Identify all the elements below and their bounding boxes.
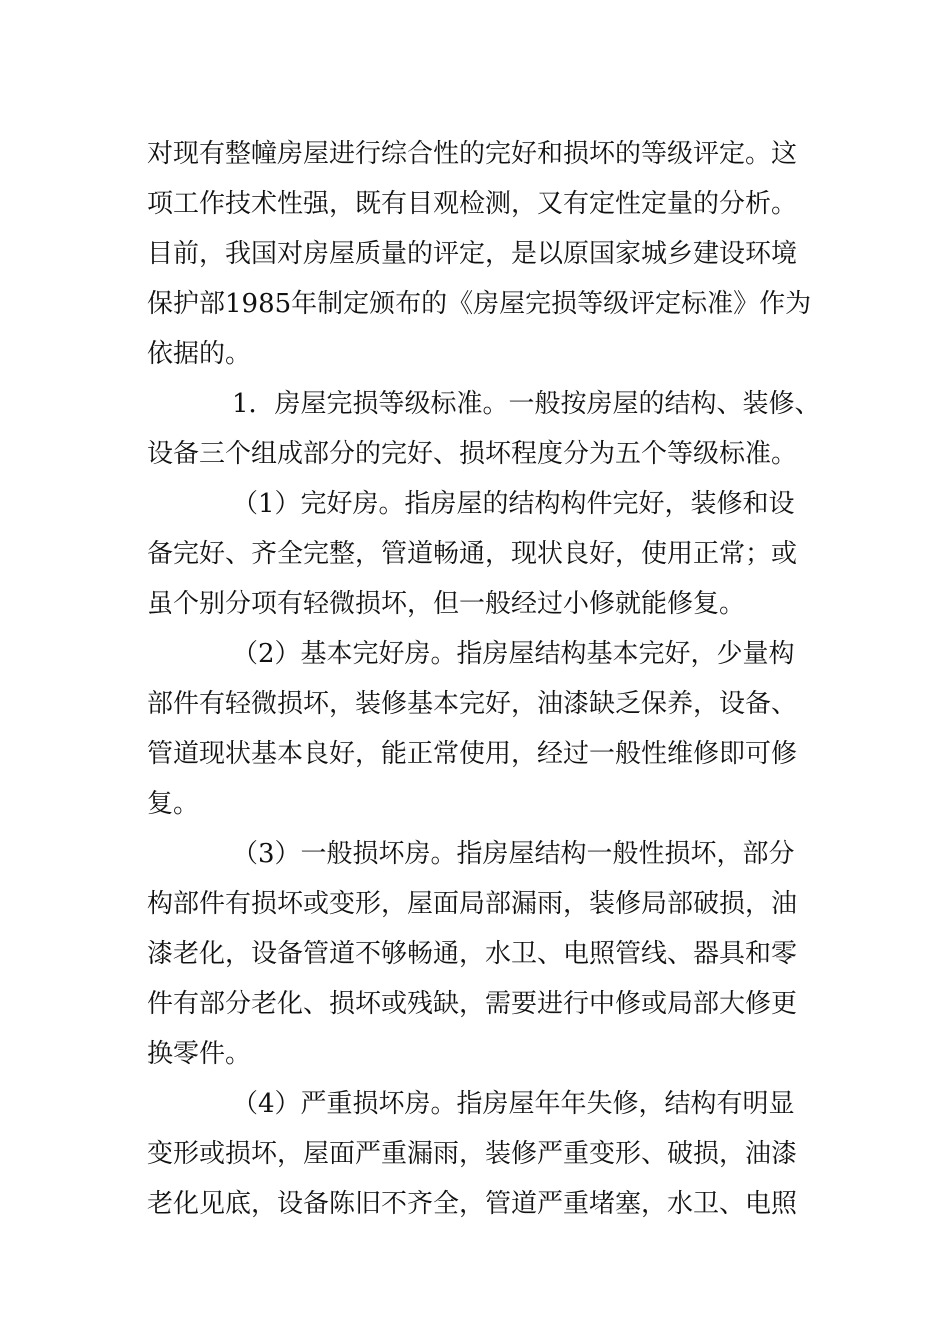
paragraph-start-line: （4）严重损坏房。指房屋年年失修，结构有明显 bbox=[232, 1089, 795, 1119]
text-line: 对现有整幢房屋进行综合性的完好和损坏的等级评定。这 bbox=[147, 139, 798, 169]
paragraph-start-line: （1）完好房。指房屋的结构构件完好，装修和设 bbox=[232, 489, 795, 519]
text-line: 件有部分老化、损坏或残缺，需要进行中修或局部大修更 bbox=[147, 989, 798, 1019]
text-line: 备完好、齐全完整，管道畅通，现状良好，使用正常；或 bbox=[147, 539, 798, 569]
text-line: 变形或损坏，屋面严重漏雨，装修严重变形、破损，油漆 bbox=[147, 1139, 798, 1169]
paragraph-start-line: 1．房屋完损等级标准。一般按房屋的结构、装修、 bbox=[232, 389, 821, 419]
text-line: 设备三个组成部分的完好、损坏程度分为五个等级标准。 bbox=[147, 439, 798, 469]
text-line: 复。 bbox=[147, 789, 200, 819]
text-line: 部件有轻微损坏，装修基本完好，油漆缺乏保养，设备、 bbox=[147, 689, 798, 719]
text-line: 老化见底，设备陈旧不齐全，管道严重堵塞，水卫、电照 bbox=[147, 1189, 798, 1219]
paragraph-start-line: （2）基本完好房。指房屋结构基本完好，少量构 bbox=[232, 639, 795, 669]
text-line: 虽个别分项有轻微损坏，但一般经过小修就能修复。 bbox=[147, 589, 746, 619]
text-line: 项工作技术性强，既有目观检测，又有定性定量的分析。 bbox=[147, 189, 798, 219]
text-line: 依据的。 bbox=[147, 339, 252, 369]
text-line: 管道现状基本良好，能正常使用，经过一般性维修即可修 bbox=[147, 739, 798, 769]
text-line: 保护部1985年制定颁布的《房屋完损等级评定标准》作为 bbox=[147, 289, 812, 319]
text-line: 构部件有损坏或变形，屋面局部漏雨，装修局部破损，油 bbox=[147, 889, 798, 919]
paragraph-start-line: （3）一般损坏房。指房屋结构一般性损坏，部分 bbox=[232, 839, 795, 869]
text-line: 换零件。 bbox=[147, 1039, 252, 1069]
text-line: 目前，我国对房屋质量的评定，是以原国家城乡建设环境 bbox=[147, 239, 798, 269]
text-line: 漆老化，设备管道不够畅通，水卫、电照管线、器具和零 bbox=[147, 939, 798, 969]
